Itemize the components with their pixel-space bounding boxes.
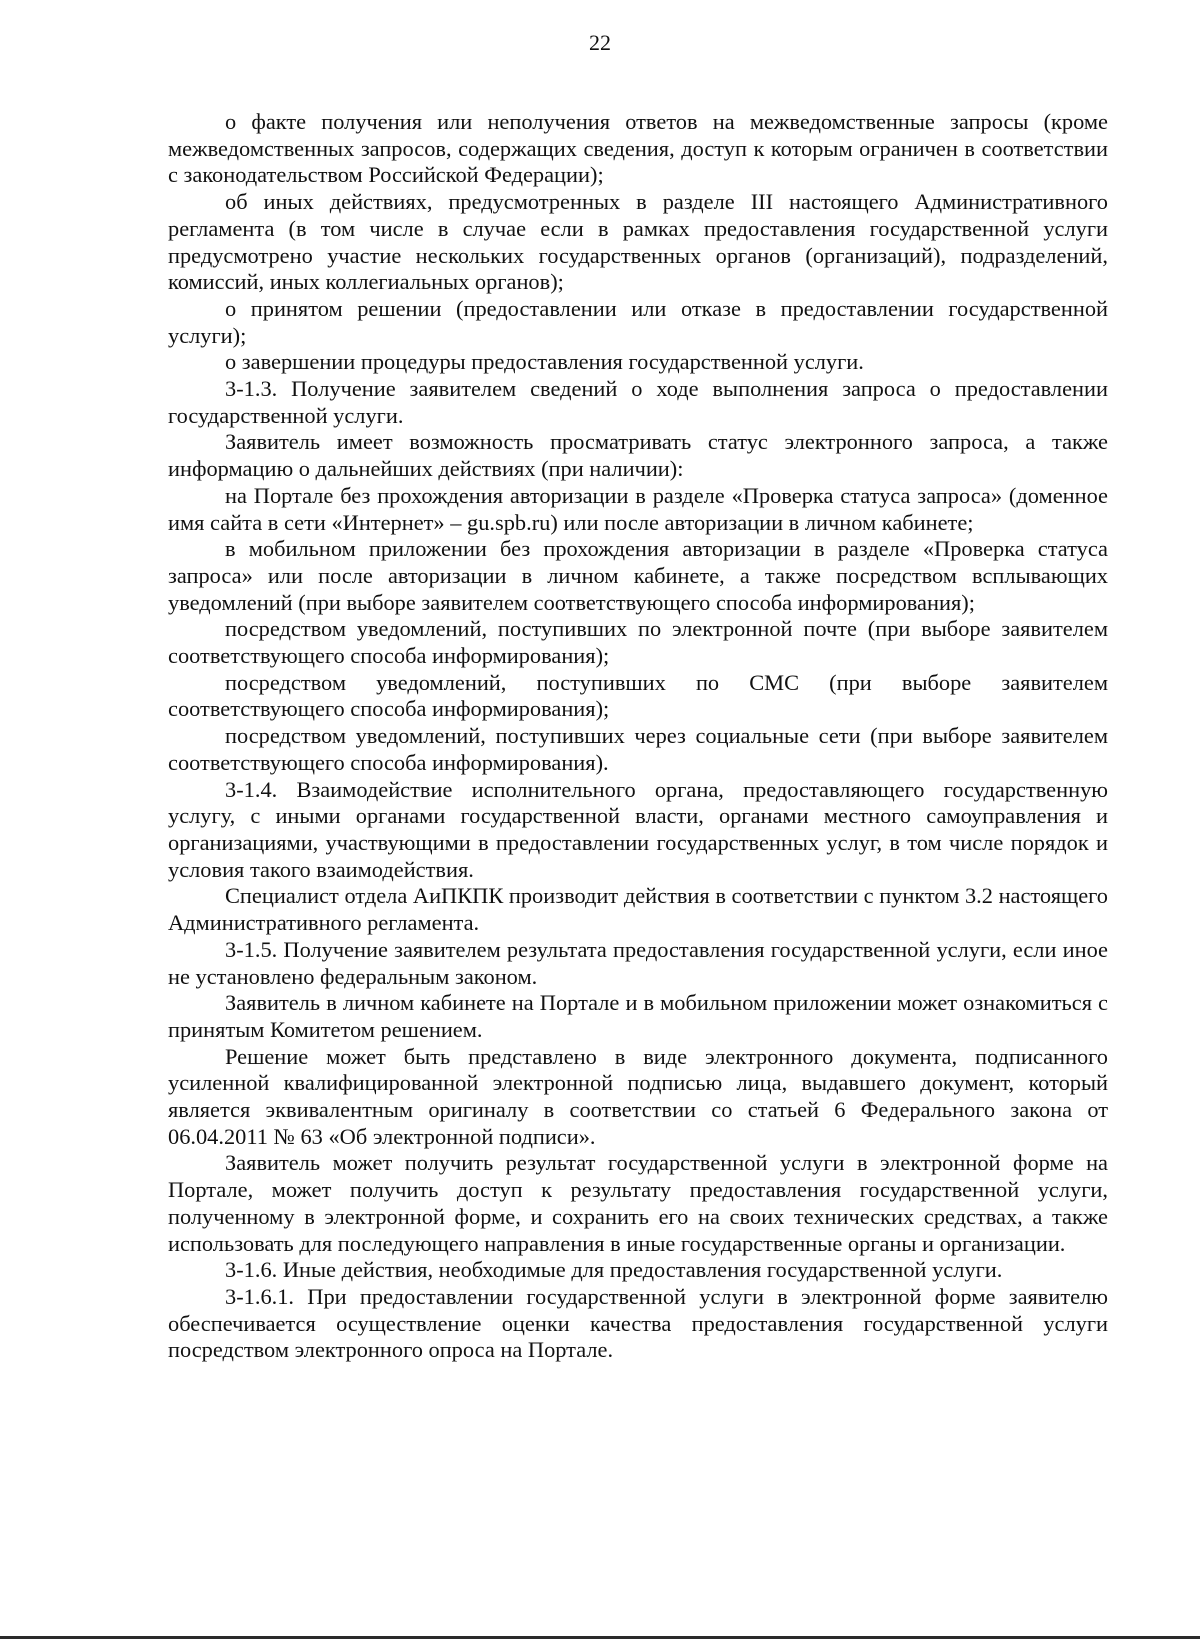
paragraph-electronic-document: Решение может быть представлено в виде электронного документа, подписанного усиленной квалифицированной электронной подписью лица, выдавшего документ, который является эквивалентным оригиналу в соответствии со статьей 6 Федерального закона от 06.04.2011 № 63 «Об электронной подписи». (168, 1043, 1108, 1149)
scan-edge-line (0, 1636, 1200, 1639)
paragraph-email: посредством уведомлений, поступивших по электронной почте (при выборе заявителем соответствующего способа информирования); (168, 616, 1108, 669)
paragraph-section-3-1-5: 3-1.5. Получение заявителем результата предоставления государственной услуги, если иное не установлено федеральным законом. (168, 936, 1108, 989)
paragraph-status-responses: о факте получения или неполучения ответов на межведомственные запросы (кроме межведомственных запросов, содержащих сведения, доступ к которым ограничен в соответствии с законодательством Российской Федерации); (168, 109, 1108, 188)
paragraph-section-3-1-3: 3-1.3. Получение заявителем сведений о ходе выполнения запроса о предоставлении государственной услуги. (168, 376, 1108, 428)
paragraph-other-actions: об иных действиях, предусмотренных в разделе III настоящего Административного регламента (в том числе в случае если в рамках предоставления государственной услуги предусмотрено участие нескольких государственных органов (организаций), подразделений, комиссий, иных коллегиальных органов); (168, 189, 1108, 295)
paragraph-specialist: Специалист отдела АиПКПК производит действия в соответствии с пунктом 3.2 настоящего Административного регламента. (168, 883, 1108, 936)
paragraph-decision: о принятом решении (предоставлении или отказе в предоставлении государственной услуги); (168, 295, 1108, 348)
paragraph-personal-account: Заявитель в личном кабинете на Портале и в мобильном приложении может ознакомиться с принятым Комитетом решением. (168, 990, 1108, 1042)
paragraph-social: посредством уведомлений, поступивших через социальные сети (при выборе заявителем соответствующего способа информирования). (168, 723, 1108, 775)
paragraph-section-3-1-4: 3-1.4. Взаимодействие исполнительного органа, предоставляющего государственную услугу, с иными органами государственной власти, органами местного самоуправления и организациями, участвующими в предоставлении государственных услуг, в том числе порядок и условия такого взаимодействия. (168, 776, 1108, 882)
paragraph-section-3-1-6-1: 3-1.6.1. При предоставлении государственной услуги в электронной форме заявителю обеспечивается осуществление оценки качества предоставления государственной услуги посредством электронного опроса на Портале. (168, 1283, 1108, 1363)
paragraph-sms: посредством уведомлений, поступивших по СМС (при выборе заявителем соответствующего способа информирования); (168, 669, 1108, 722)
paragraph-result-electronic: Заявитель может получить результат государственной услуги в электронной форме на Портале, может получить доступ к результату предоставления государственной услуги, полученному в электронной форме, и сохранить его на своих технических средствах, а также использовать для последующего направления в иные государственные органы и организации. (168, 1150, 1108, 1256)
paragraph-portal: на Портале без прохождения авторизации в разделе «Проверка статуса запроса» (доменное имя сайта в сети «Интернет» – gu.spb.ru) или после авторизации в личном кабинете; (168, 482, 1108, 535)
paragraph-status-view: Заявитель имеет возможность просматривать статус электронного запроса, а также информацию о дальнейших действиях (при наличии): (168, 429, 1108, 482)
paragraph-completion: о завершении процедуры предоставления государственной услуги. (225, 349, 864, 375)
paragraph-section-3-1-6: 3-1.6. Иные действия, необходимые для предоставления государственной услуги. (225, 1257, 1003, 1283)
document-body (168, 109, 1108, 1364)
page-number: 22 (589, 30, 611, 55)
paragraph-mobile-app: в мобильном приложении без прохождения авторизации в разделе «Проверка статуса запроса» или после авторизации в личном кабинете, а также посредством всплывающих уведомлений (при выборе заявителем соответствующего способа информирования); (168, 536, 1108, 615)
